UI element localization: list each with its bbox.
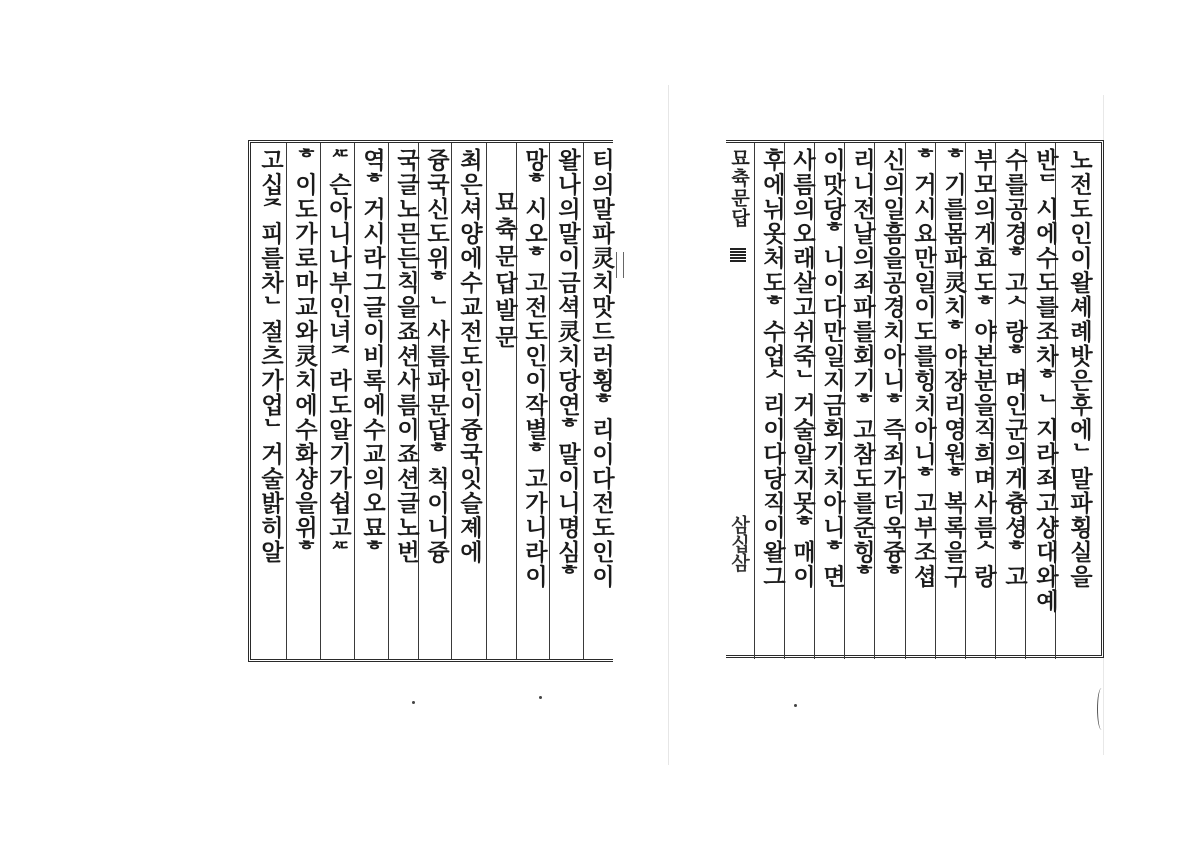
text-column: 즁국신도위ᄒᄂ사름파문답ᄒ칙이니즁	[423, 148, 449, 565]
page-curl	[1097, 688, 1106, 730]
text-column: 망ᄒ시오ᄒ고전도인이작별ᄒ고가니라이	[521, 148, 547, 589]
text-column: 티의말파灵치맛드러횡ᄒ리이다전도인이	[588, 148, 614, 589]
text-column: 사름의오래살고쉬죽ᄂ거술알지못ᄒ매이	[789, 148, 815, 589]
text-column: 왈나의말이금셕灵치당연ᄒ말이니명심ᄒ	[554, 148, 580, 589]
text-column: 국글노믄든칙을죠션사름이죠션글노번	[393, 148, 419, 565]
column-rule	[320, 143, 321, 659]
text-column: 이맛당ᄒ니이다만일지금회기치아니ᄒ면	[819, 148, 845, 589]
page-number: 삼십삼	[728, 515, 750, 572]
fish-tail-mark	[730, 248, 746, 262]
text-column: 신의일흠을공경치아니ᄒ즉죄가더욱즁ᄒ	[879, 148, 905, 589]
column-rule	[286, 143, 287, 659]
column-rule	[486, 143, 487, 659]
text-column: 최은셔양에수교전도인이즁국잇슬졔에	[456, 148, 482, 565]
text-column: 고십ᄌ피를차ᄂ절츠가업ᄂ거술밝히알	[257, 148, 283, 565]
text-column: 역ᄒ거시라그글이비록에수교의오묘ᄒ	[359, 148, 385, 565]
column-rule	[388, 143, 389, 659]
text-column: 수를공경ᄒ고ᄉ랑ᄒ며인군의게츙셩ᄒ고	[1001, 148, 1027, 589]
text-column: ᄯ슨아니나부인녀ᄌ라도알기가쉽고ᄯ	[325, 148, 351, 565]
section-heading: 묘츅문답발문	[491, 190, 517, 352]
fish-tail-mark	[616, 252, 624, 278]
gutter-line	[668, 85, 669, 765]
scan-speck	[539, 696, 542, 699]
column-rule	[549, 143, 550, 659]
column-rule	[583, 143, 584, 659]
column-rule	[754, 143, 755, 659]
text-column: 리니전날의죄파를회기ᄒ고참도를준힝ᄒ	[849, 148, 875, 589]
text-column: 부모의게효도ᄒ야본분을직희며사름ᄉ랑	[970, 148, 996, 589]
text-column: 노전도인이왈셰례밧은후에ᄂ말파횡실을	[1066, 148, 1092, 589]
text-column: ᄒ이도가로마교와灵치에수화샹을위ᄒ	[291, 148, 317, 565]
margin-title: 묘츅문답	[728, 148, 750, 228]
column-rule	[354, 143, 355, 659]
text-column: ᄒ기를몸파灵치ᄒ야쟝리영원ᄒ복록을구	[940, 148, 966, 589]
scan-speck	[412, 701, 415, 704]
column-rule	[451, 143, 452, 659]
text-column: 후에뉘옷처도ᄒ수업ᄉ리이다당직이왈그	[759, 148, 785, 589]
scan-speck	[794, 704, 797, 707]
text-column: ᄒ거시요만일이도를힝치아니ᄒ고부조셥	[910, 148, 936, 589]
text-column: 반ᄃ시에수도를조차ᄒᄂ지라죄고샹대와예	[1032, 148, 1058, 614]
